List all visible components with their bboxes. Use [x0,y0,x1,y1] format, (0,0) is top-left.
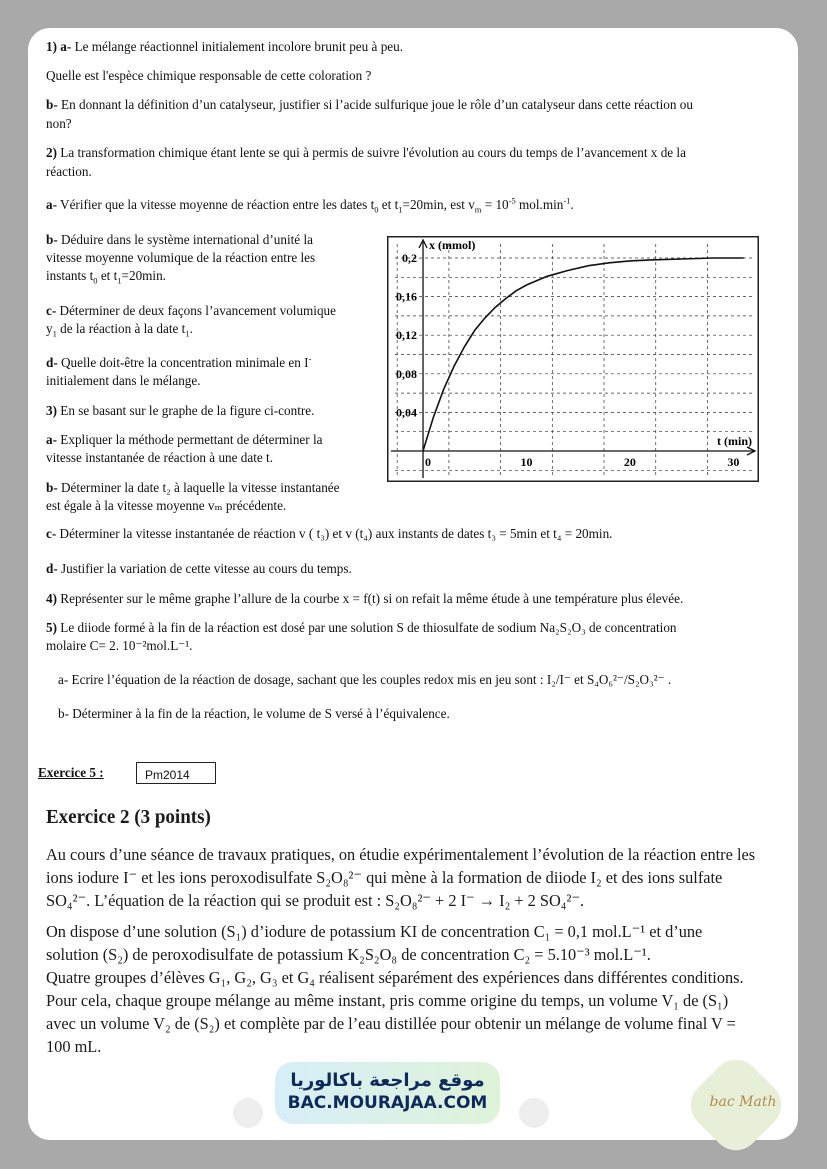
chart-frame [388,237,759,482]
q1b-text: En donnant la définition d’un catalyseur, justifier si l’acide sulfurique joue le rôle d’un catalyseur dans cette réaction ou [57,97,693,112]
q3-intro [46,402,314,420]
q4-label: 4) [46,591,57,606]
q2a-line [46,196,574,214]
q5-line2: molaire C= 2. 10⁻²mol.L⁻¹. [46,638,193,653]
q5b-line: b- Déterminer à la fin de la réaction, le volume de S versé à l’équivalence. [58,706,450,721]
q2b-text: et t [97,268,118,283]
q2b-label: b- [46,232,58,247]
y-tick-label: 0,04 [396,405,418,420]
q2c-text: . [189,321,193,336]
q2c-sub: 1 [52,328,57,339]
q2c-label: c- [46,303,57,318]
site-url[interactable]: BAC.MOURAJAA.COM [287,1093,488,1113]
x-tick-label: 20 [623,455,636,469]
q2a-text: =20min, est v [402,197,475,212]
y-tick-label: 0,16 [396,289,418,304]
chart-xlabel: t (min) [717,434,752,448]
y-tick-label: 0,12 [396,328,418,343]
right-badge-icon [519,1098,549,1128]
q2c-sub: 1 [185,328,190,339]
x-tick-label: 0 [425,455,432,469]
q2b-text: Déduire dans le système international d’unité la [57,232,313,247]
q1a-label: 1) a- [46,39,72,54]
q4-line [46,590,683,608]
x-tick-label: 10 [520,455,533,469]
left-badge-icon [233,1098,263,1128]
q2d-sup: - [308,353,312,364]
q2d-line2: initialement dans le mélange. [46,373,201,388]
bac-math-logo-text: bac Math [709,1094,777,1110]
q3c-text: Déterminer la vitesse instantanée de réaction v ( t₃) et v (t₄) aux instants de dates t₃ = 5min et t₄ = 20min. [56,526,613,541]
q2-intro-text: La transformation chimique étant lente se qui à permis de suivre l'évolution au cours du temps de l’avancement x de la [57,145,686,160]
chart-ylabel: x (mmol) [429,238,476,252]
q1a-text: Le mélange réactionnel initialement incolore brunit peu à peu. [71,39,404,54]
y-tick-label: 0,08 [396,366,418,381]
q1a-question: Quelle est l'espèce chimique responsable de cette coloration ? [46,68,372,83]
q3a-label: a- [46,432,57,447]
q2a-sup: -5 [508,195,516,206]
q2a-sub: 0 [374,204,379,215]
q2c-text: Déterminer de deux façons l’avancement volumique [56,303,337,318]
q5a-line: a- Ecrire l’équation de la réaction de dosage, sachant que les couples redox mis en jeu sont : I₂/I⁻ et S₄O₆²⁻/S₂O₃²⁻ . [58,672,672,687]
q2c-line2 [46,320,193,338]
q2a-label: a- [46,197,57,212]
q5-label: 5) [46,620,57,635]
q2b-line [46,231,313,249]
q2c-text: de la réaction à la date t [56,321,186,336]
site-arabic-name: موقع مراجعة باكالوريا [290,1070,485,1091]
q3a-line2: vitesse instantanée de réaction à une date t. [46,450,274,465]
q3c-line [46,525,612,543]
q2b-text: =20min. [121,268,166,283]
q3d-label: d- [46,561,58,576]
q1a-line [46,38,403,56]
exercise5-tag: Pm2014 [136,762,216,784]
q2a-sub: m [474,204,482,215]
q2a-text: et t [378,197,399,212]
q3b-line2: est égale à la vitesse moyenne vₘ précédente. [46,498,287,513]
q1b-label: b- [46,97,58,112]
q2d-text: Quelle doit-être la concentration minimale en I [57,355,309,370]
q2b-line3 [46,267,166,285]
q1b-line2: non? [46,116,72,131]
q1b-line [46,96,693,114]
q3d-text: Justifier la variation de cette vitesse au cours du temps. [57,561,352,576]
q2a-text: . [570,197,574,212]
scanned-exercise [46,806,759,1058]
q2d-line [46,354,311,372]
q3a-line [46,431,322,449]
q2a-sup: -1 [563,195,571,206]
q3-intro-text: En se basant sur le graphe de la figure ci-contre. [57,403,315,418]
scan-paragraph-2: On dispose d’une solution (S₁) d’iodure de potassium KI de concentration C₁ = 0,1 mol.L⁻¹ et d’une solution (S₂) de peroxodisulfate de potassium K₂S₂O₈ de concentration C₂ = 5.10⁻³ mol.L⁻¹. [46,922,703,964]
q4-text: Représenter sur le même graphe l’allure de la courbe x = f(t) si on refait la même étude à une température plus élevée. [57,591,684,606]
q3b-label: b- [46,480,58,495]
q2a-text: Vérifier que la vitesse moyenne de réaction entre les dates t [57,197,375,212]
q2c-text: y [46,321,53,336]
q5-text: Le diiode formé à la fin de la réaction est dosé par une solution S de thiosulfate de sodium Na₂S₂O₃ de concentration [57,620,677,635]
q3a-text: Expliquer la méthode permettant de déterminer la [57,432,323,447]
q3-label: 3) [46,403,57,418]
q2b-line2: vitesse moyenne volumique de la réaction entre les [46,250,316,265]
x-tick-label: 30 [727,455,740,469]
exercise5-label: Exercice 5 : [38,765,104,780]
scan-title: Exercice 2 (3 points) [46,806,211,828]
q2b-sub: 1 [117,275,122,286]
avancement-chart [387,236,759,482]
q2a-text: = 10 [481,197,509,212]
q3d-line [46,560,352,578]
q2-intro-line2: réaction. [46,164,92,179]
q2-label: 2) [46,145,57,160]
q2a-sub: 1 [398,204,403,215]
q3b-text: Déterminer la date t₂ à laquelle la vitesse instantanée [57,480,340,495]
document-page [28,28,798,1140]
q2-intro [46,144,686,162]
y-tick-label: 0,2 [402,251,418,265]
q2c-line [46,302,336,320]
q2d-label: d- [46,355,58,370]
scan-paragraph-3: Quatre groupes d’élèves G₁, G₂, G₃ et G₄ réalisent séparément des expériences dans différentes conditions. Pour cela, chaque groupe mélange au même instant, pris comme origine du temps, un volume V₁ de (S₁) avec un volume V₂ de (S₂) et complète par de l’eau distillée pour obtenir un mélange de volume final V = 100 mL. [46,968,744,1056]
q3b-line [46,479,340,497]
site-banner[interactable] [275,1062,500,1124]
q2b-text: instants t [46,268,94,283]
q5-line [46,619,677,637]
q3c-label: c- [46,526,57,541]
scan-paragraph-1: Au cours d’une séance de travaux pratiques, on étudie expérimentalement l’évolution de la réaction entre les ions iodure I⁻ et les ions peroxodisulfate S₂O₈²⁻ qui mène à la formation de diiode I₂ et des ions sulfate SO₄²⁻. L’équation de la réaction qui se produit est : S₂O₈²⁻ + 2 I⁻ → I₂ + 2 SO₄²⁻. [46,845,756,910]
q2a-text: mol.min [515,197,564,212]
q2b-sub: 0 [93,275,98,286]
